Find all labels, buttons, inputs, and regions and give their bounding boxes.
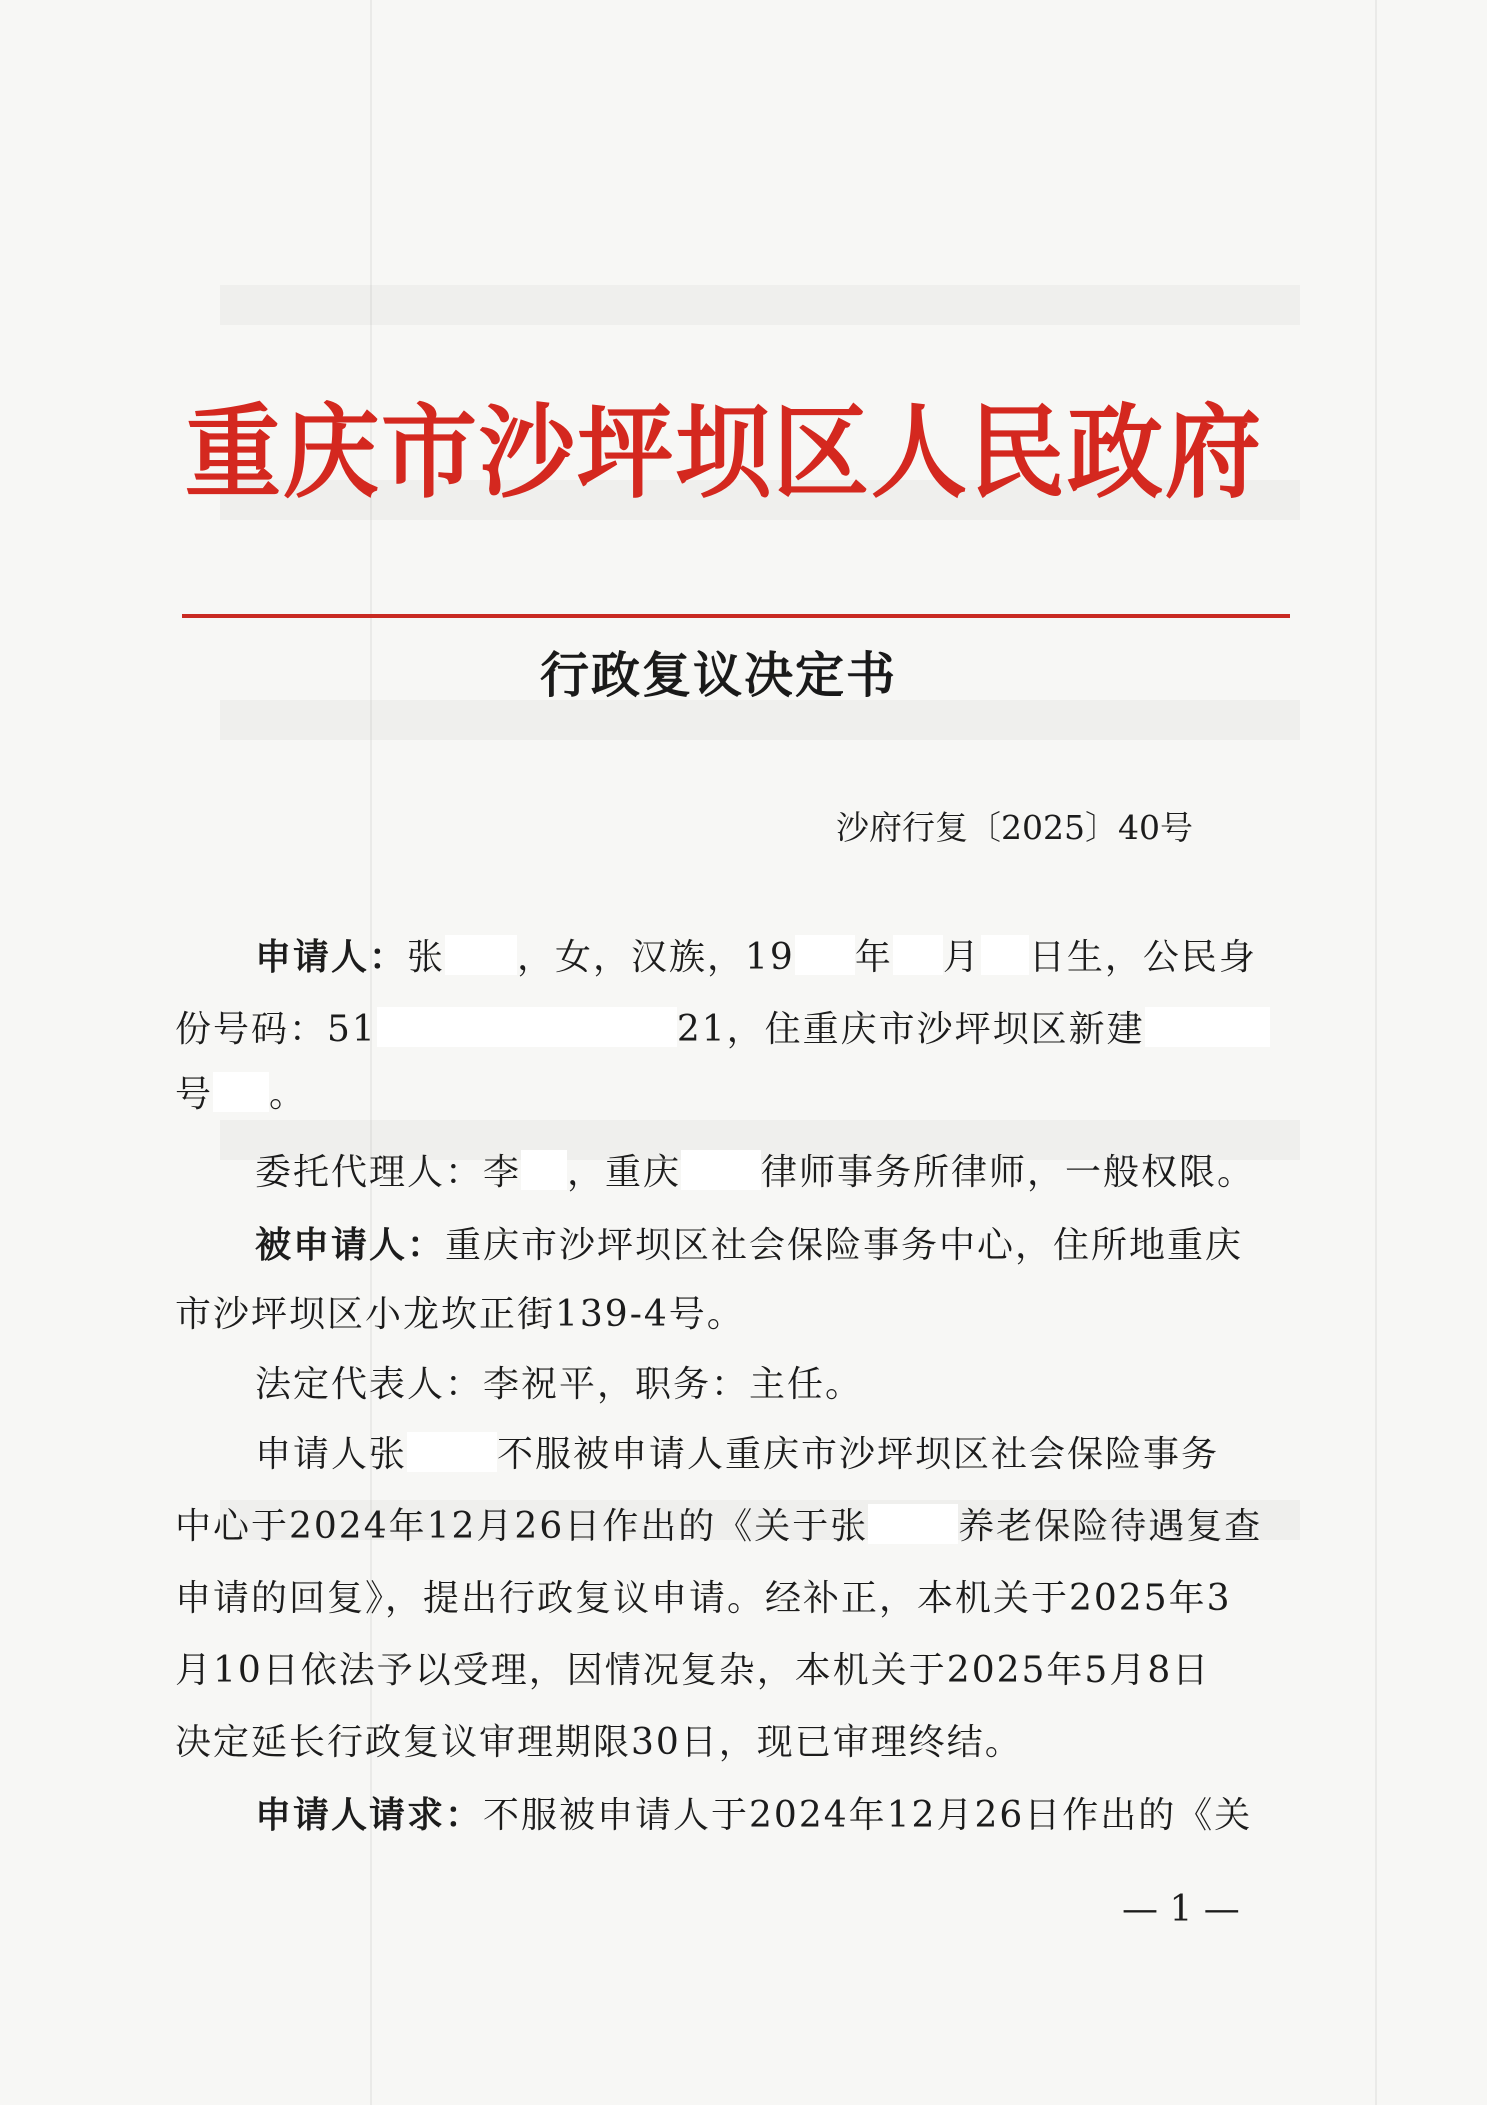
respondent-line-2: 市沙坪坝区小龙坎正街139-4号。: [175, 1294, 745, 1335]
redaction-box: [521, 1150, 567, 1190]
case-line-5: 决定延长行政复议审理期限30日，现已审理终结。: [175, 1722, 1023, 1763]
red-divider-line: [182, 614, 1290, 618]
applicant-line-1: 申请人：张 ，女，汉族，19 年 月 日生，公民身: [255, 936, 1257, 978]
reverse-side-bleed: [220, 285, 1300, 325]
redaction-box: [407, 1432, 497, 1472]
applicant-label: 申请人：: [255, 936, 408, 978]
applicant-line-2: 份号码：51 21，住重庆市沙坪坝区新建: [175, 997, 1295, 1063]
case-line-3: 申请的回复》，提出行政复议申请。经补正，本机关于2025年3: [175, 1578, 1232, 1619]
redaction-box: [681, 1150, 761, 1190]
redaction-box: [981, 935, 1029, 975]
redaction-box: [893, 935, 943, 975]
redaction-box: [377, 1007, 677, 1047]
redaction-box: [1145, 1007, 1270, 1047]
redaction-box: [213, 1072, 269, 1112]
request-label: 申请人请求：: [255, 1794, 484, 1836]
issuer-header: 重庆市沙坪坝区人民政府: [185, 392, 1263, 513]
case-line-1: 申请人张 不服被申请人重庆市沙坪坝区社会保险事务: [255, 1434, 1220, 1475]
redaction-box: [795, 935, 855, 975]
applicant-line-3: 号 。: [175, 1074, 308, 1115]
redaction-box: [868, 1504, 958, 1544]
legal-representative-line: 法定代表人：李祝平，职务：主任。: [255, 1364, 864, 1405]
request-line-1: 申请人请求：不服被申请人于2024年12月26日作出的《关: [255, 1794, 1253, 1836]
case-line-2: 中心于2024年12月26日作出的《关于张 养老保险待遇复查: [175, 1506, 1263, 1547]
document-title: 行政复议决定书: [540, 646, 898, 704]
page-number: — 1 —: [1122, 1889, 1240, 1930]
respondent-label: 被申请人：: [255, 1224, 446, 1266]
document-number: 沙府行复〔2025〕40号: [836, 808, 1193, 847]
case-line-4: 月10日依法予以受理，因情况复杂，本机关于2025年5月8日: [175, 1650, 1211, 1691]
agent-line: 委托代理人：李 ，重庆 律师事务所律师，一般权限。: [255, 1152, 1256, 1193]
respondent-line-1: 被申请人：重庆市沙坪坝区社会保险事务中心，住所地重庆: [255, 1224, 1244, 1266]
scan-fold-line: [1375, 0, 1377, 2105]
redaction-box: [445, 935, 517, 975]
